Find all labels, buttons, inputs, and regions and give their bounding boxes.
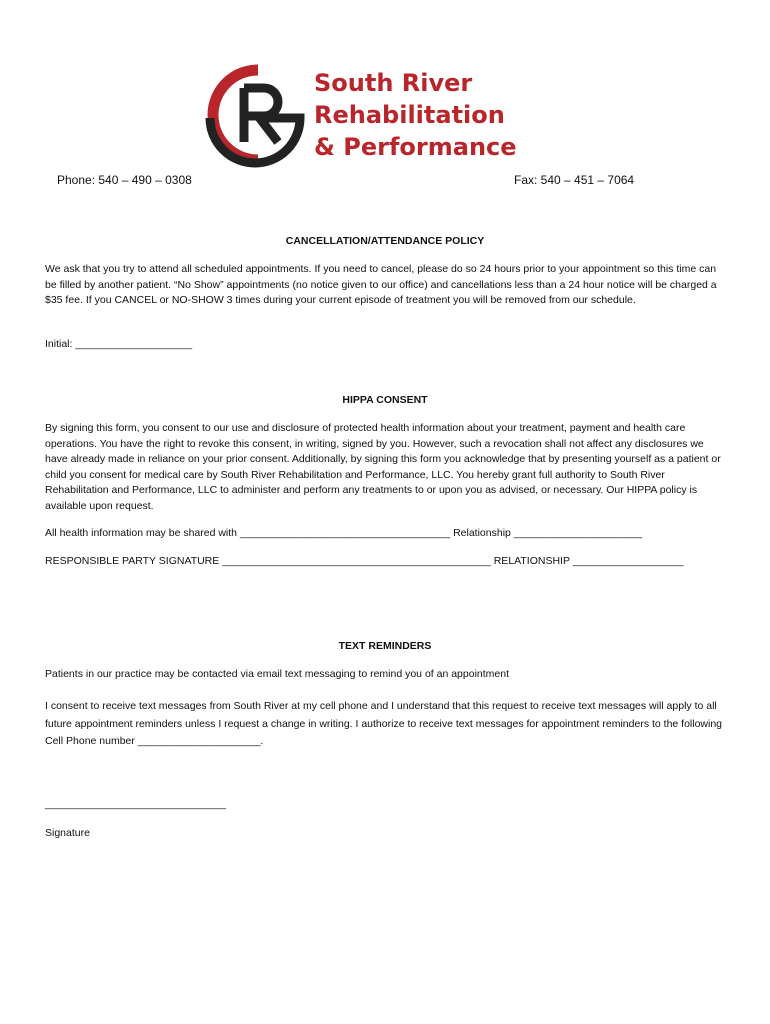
initial-field[interactable]: Initial: ____________________ <box>45 338 193 350</box>
text-reminders-title: TEXT REMINDERS <box>338 640 432 652</box>
text-consent-body: I consent to receive text messages from South River at my cell phone and I understand that this request to receive text messages will apply to all future appointment reminders unless I request a change in writing. I authorize to receive text messages for appointment reminders to the following Cell Phone number _____________________. <box>45 700 723 747</box>
text-reminders-intro: Patients in our practice may be contacted via email text messaging to remind you of an appointment <box>45 668 509 680</box>
signature-label: Signature <box>45 827 90 839</box>
responsible-signature-field[interactable]: RESPONSIBLE PARTY SIGNATURE ______________________________________________ RELATIONSHIP ___________________ <box>45 555 684 567</box>
brand-line-1: South River <box>314 69 473 97</box>
cancellation-body: We ask that you try to attend all scheduled appointments. If you need to cancel, please do so 24 hours prior to your appointment so this time can be filled by another patient. “No Show” appointments (no notice given to our office) and cancellations less than a 24 hour notice will be charged a $35 fee. If you CANCEL or NO-SHOW 3 times during your current episode of treatment you will be removed from our schedule. <box>45 263 717 306</box>
phone-number: Phone: 540 – 490 – 0308 <box>57 173 192 187</box>
srg-monogram-icon <box>200 60 310 170</box>
brand-line-2: Rehabilitation <box>314 101 505 129</box>
cancellation-title: CANCELLATION/ATTENDANCE POLICY <box>285 235 485 247</box>
fax-number: Fax: 540 – 451 – 7064 <box>514 173 635 187</box>
brand-line-3: & Performance <box>314 133 517 161</box>
hippa-title: HIPPA CONSENT <box>342 394 428 406</box>
company-logo <box>200 60 520 175</box>
hippa-body: By signing this form, you consent to our use and disclosure of protected health information about your treatment, payment and health care operations. You have the right to revoke this consent, in writing, signed by you. However, such a revocation shall not affect any disclosures we have already made in reliance on your prior consent. Additionally, by signing this form you acknowledge that by presenting yourself as a patient or child you consent for medical care by South River Rehabilitation and Performance, LLC. You hereby grant full authority to South River Rehabilitation and Performance, LLC to administer and perform any treatments to or upon you as advised, or necessary. Our HIPPA policy is available upon request. <box>45 422 721 512</box>
signature-blank[interactable]: _______________________________ <box>45 798 227 810</box>
shared-with-field[interactable]: All health information may be shared with ____________________________________ Relationship ______________________ <box>45 527 643 539</box>
